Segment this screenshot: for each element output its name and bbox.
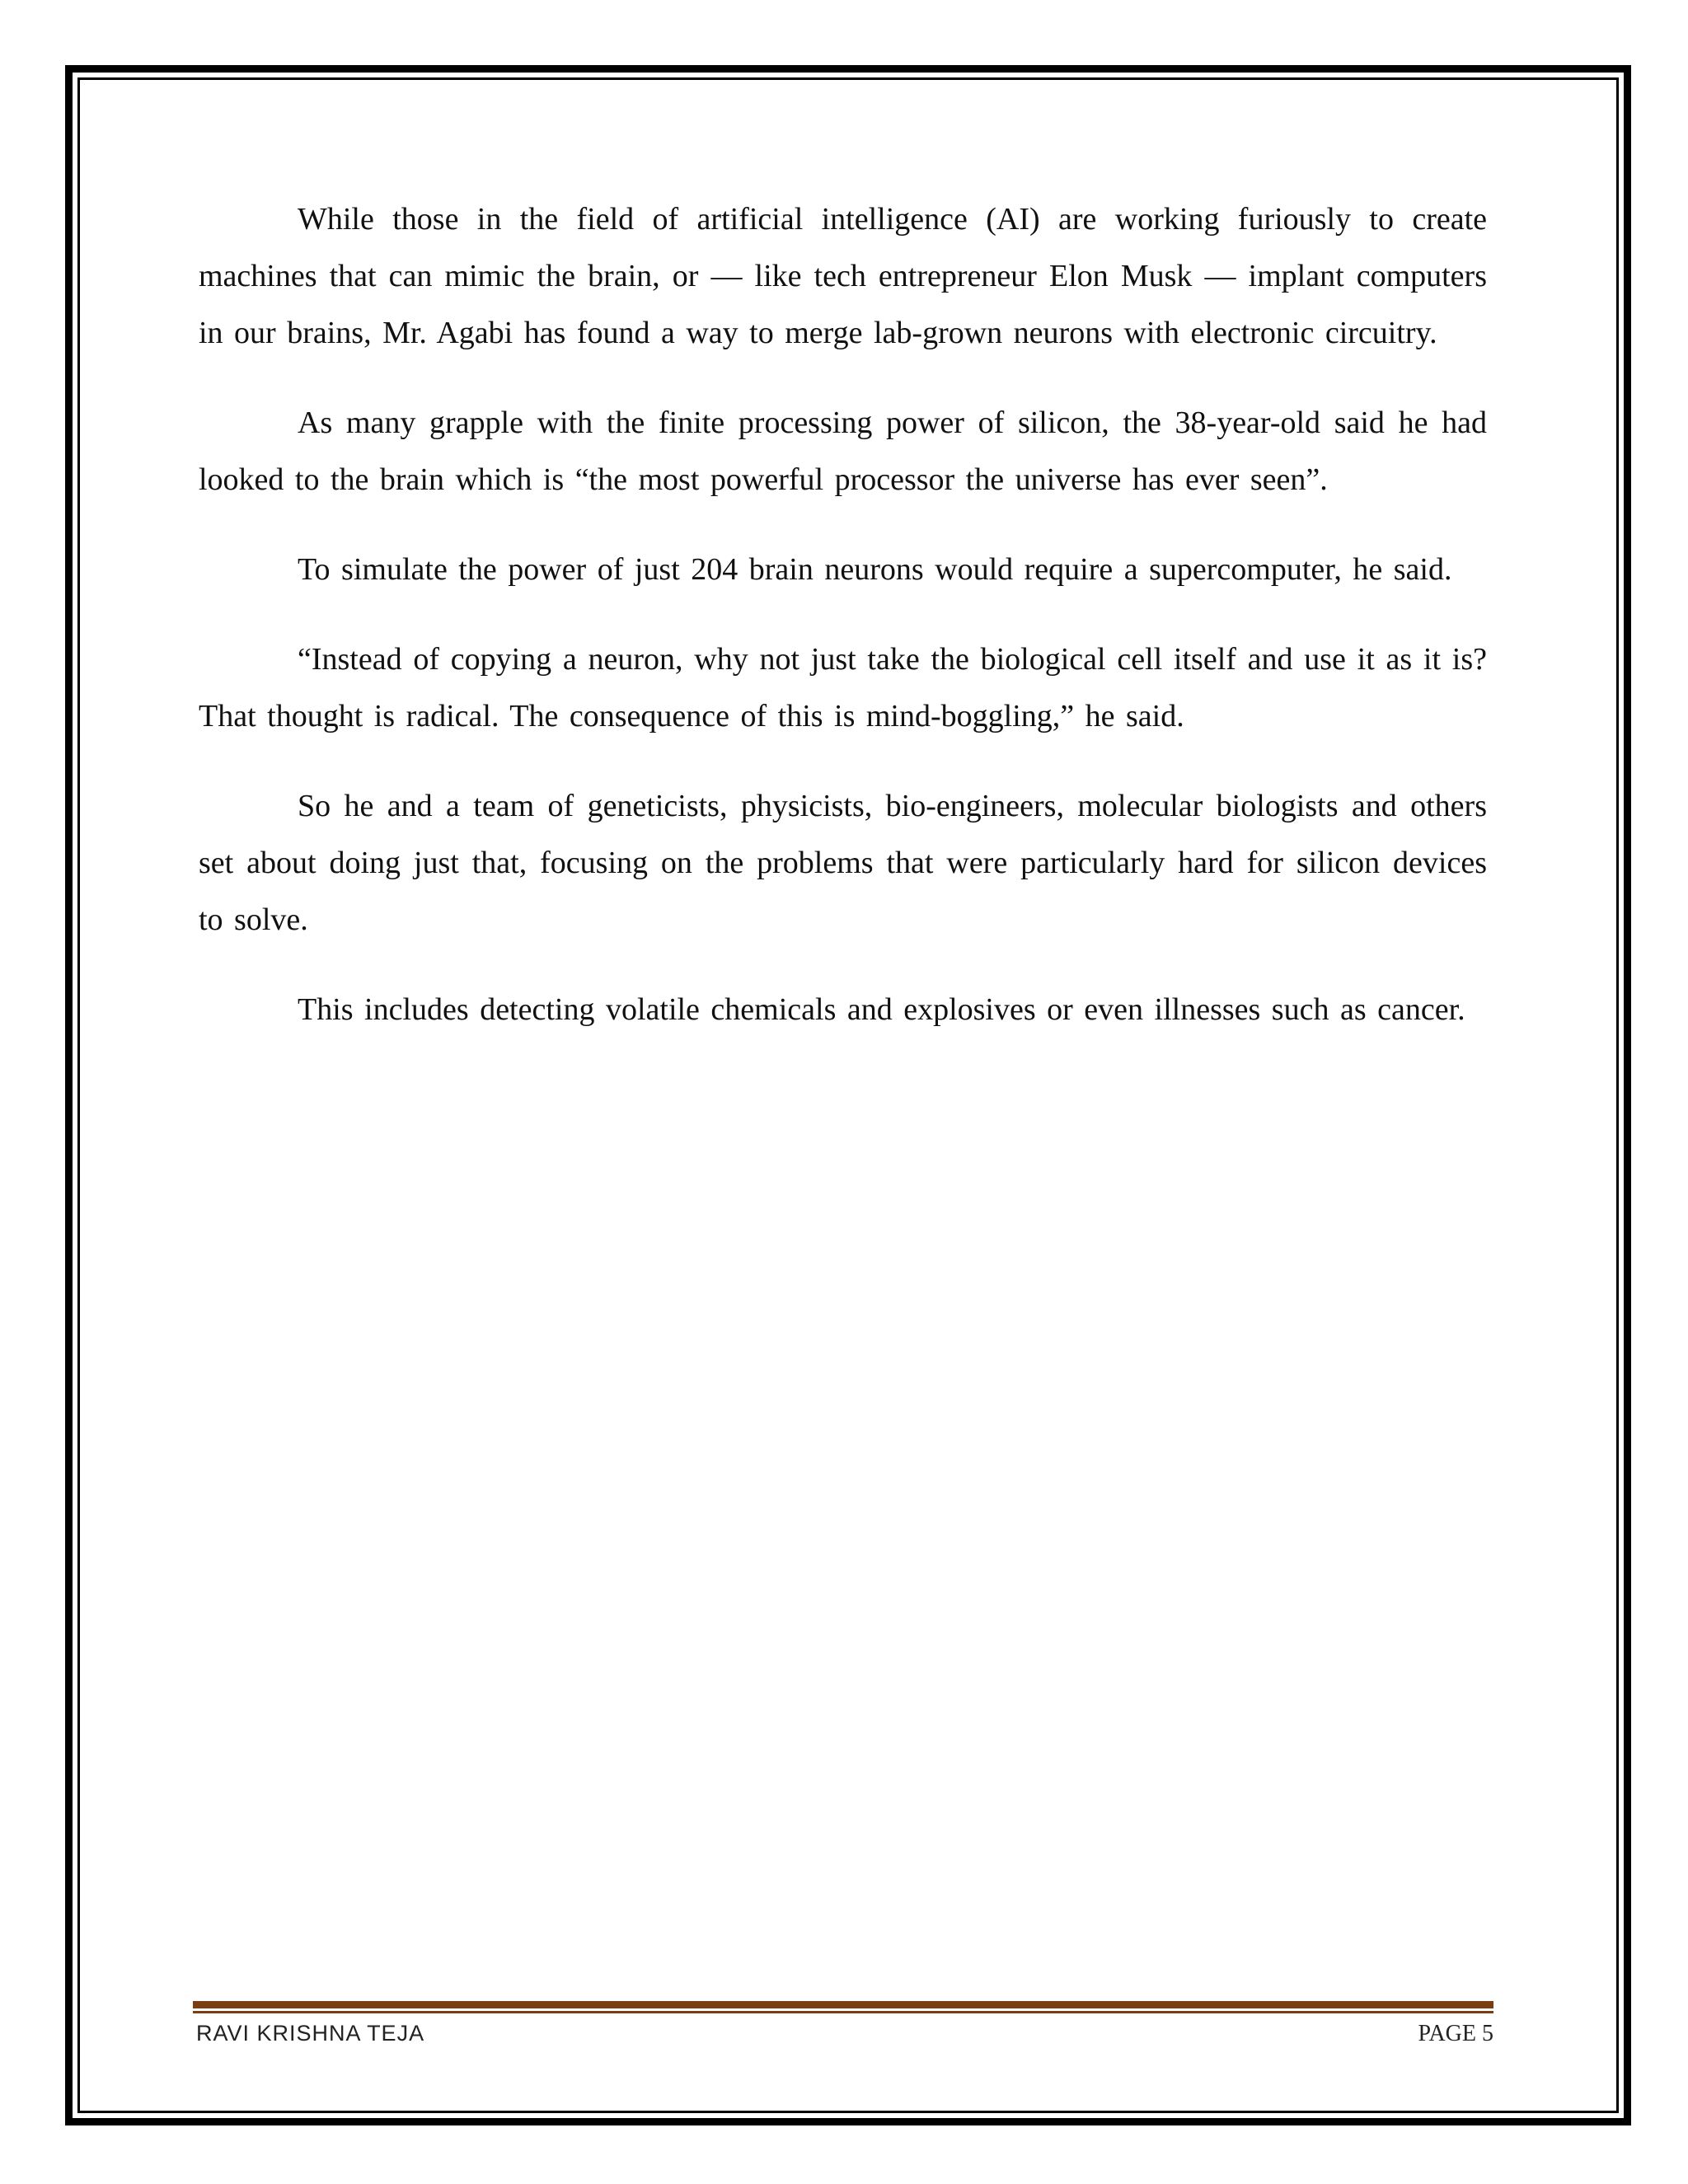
footer-divider-thin xyxy=(193,2011,1493,2013)
paragraph-4: “Instead of copying a neuron, why not just take the biological cell itself and use it as it is? That thought is radical. The consequence of this is mind-boggling,” he said. xyxy=(199,642,1487,733)
paragraph-5: So he and a team of geneticists, physicists, bio-engineers, molecular biologists and others set about doing just that, focusing on the problems that were particularly hard for silicon devices to solve. xyxy=(199,789,1487,937)
footer-author: RAVI KRISHNA TEJA xyxy=(196,2021,425,2046)
footer-page-number: PAGE 5 xyxy=(1418,2021,1493,2046)
paragraph-3: To simulate the power of just 204 brain neurons would require a supercomputer, he said. xyxy=(298,552,1452,587)
paragraph-1: While those in the field of artificial intelligence (AI) are working furiously to create machines that can mimic the brain, or — like tech entrepreneur Elon Musk — implant computers in our brains, Mr. Agabi has found a way to merge lab-grown neurons with electronic circuitry. xyxy=(199,202,1487,350)
document-body xyxy=(199,191,1487,1071)
footer-divider xyxy=(193,2001,1493,2013)
footer-divider-thick xyxy=(193,2001,1493,2008)
paragraph-6: This includes detecting volatile chemicals and explosives or even illnesses such as cancer. xyxy=(298,992,1465,1027)
paragraph-2: As many grapple with the finite processing power of silicon, the 38-year-old said he had looked to the brain which is “the most powerful processor the universe has ever seen”. xyxy=(199,405,1487,497)
